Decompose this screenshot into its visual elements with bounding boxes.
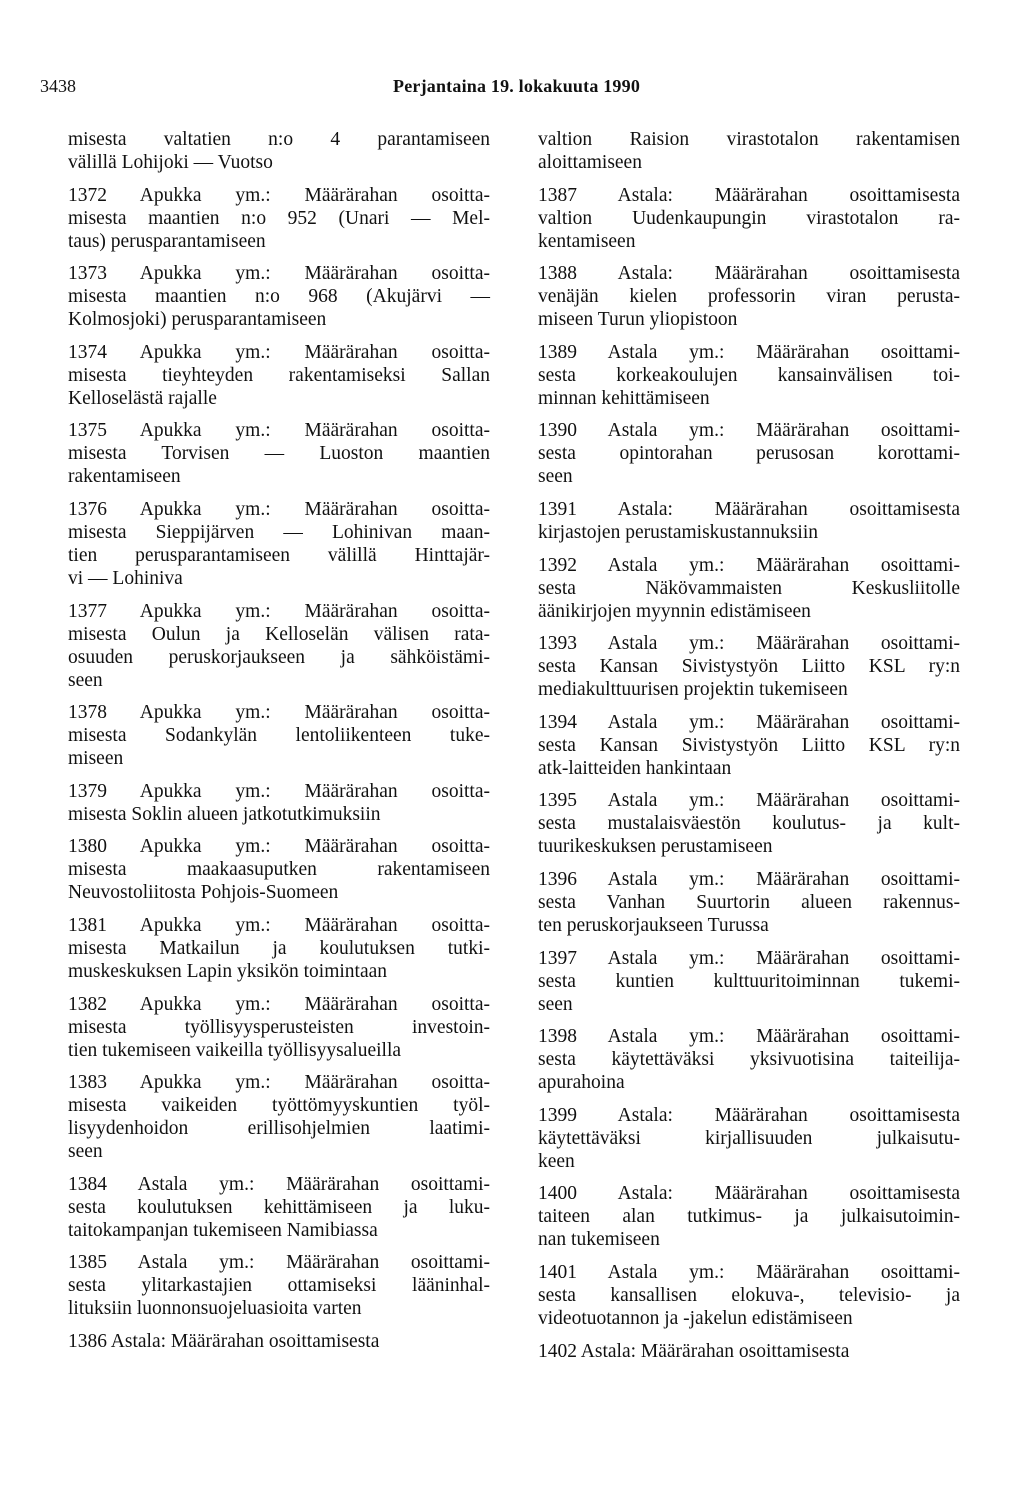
text-line: 1400 Astala: Määrärahan osoittamisesta — [538, 1183, 960, 1205]
motion-entry — [538, 947, 960, 1016]
motion-entry — [68, 419, 490, 488]
text-line: misesta Torvisen — Luoston maantien — [68, 443, 490, 465]
motion-entry — [538, 789, 960, 858]
text-line: misesta Soklin alueen jatkotutkimuksiin — [68, 803, 381, 825]
text-line: tuurikeskuksen perustamiseen — [538, 836, 773, 858]
text-line: minnan kehittämiseen — [538, 387, 710, 409]
text-line: atk-laitteiden hankintaan — [538, 757, 732, 779]
text-line: kentamiseen — [538, 230, 636, 252]
motion-entry — [538, 128, 960, 174]
text-line: misesta vaikeiden työttömyyskuntien työl- — [68, 1095, 490, 1117]
text-line: misesta maantien n:o 968 (Akujärvi — — [68, 286, 490, 308]
running-title: Perjantaina 19. lokakuuta 1990 — [393, 76, 641, 96]
text-line: vi — Lohiniva — [68, 567, 183, 589]
text-line: 1390 Astala ym.: Määrärahan osoittami- — [538, 420, 960, 442]
motion-entry — [538, 554, 960, 623]
motion-entry — [68, 262, 490, 331]
text-line: 1386 Astala: Määrärahan osoittamisesta — [68, 1330, 380, 1352]
text-line: sesta ylitarkastajien ottamiseksi lääninhal- — [68, 1275, 490, 1297]
text-line: 1375 Apukka ym.: Määrärahan osoitta- — [68, 420, 490, 442]
text-line: 1385 Astala ym.: Määrärahan osoittami- — [68, 1252, 490, 1274]
text-line: sesta kansallisen elokuva-, televisio- ja — [538, 1284, 960, 1306]
motion-entry — [538, 1261, 960, 1330]
text-line: käytettäväksi kirjallisuuden julkaisutu- — [538, 1127, 960, 1149]
text-line: aloittamiseen — [538, 152, 642, 173]
text-line: 1381 Apukka ym.: Määrärahan osoitta- — [68, 914, 490, 936]
text-line: 1389 Astala ym.: Määrärahan osoittami- — [538, 341, 960, 363]
motion-entry — [538, 341, 960, 410]
text-line: Kelloselästä rajalle — [68, 387, 217, 409]
text-line: misesta Sodankylän lentoliikenteen tuke- — [68, 725, 490, 747]
motion-entry — [68, 780, 490, 826]
motion-entry — [68, 184, 490, 253]
text-line: 1396 Astala ym.: Määrärahan osoittami- — [538, 868, 960, 890]
page-number: 3438 — [40, 76, 76, 96]
text-line: 1384 Astala ym.: Määrärahan osoittami- — [68, 1173, 490, 1195]
motion-entry — [68, 701, 490, 770]
text-line: 1372 Apukka ym.: Määrärahan osoitta- — [68, 184, 490, 206]
text-line: 1377 Apukka ym.: Määrärahan osoitta- — [68, 600, 490, 622]
text-line: 1383 Apukka ym.: Määrärahan osoitta- — [68, 1072, 490, 1094]
motion-entry — [68, 1251, 490, 1320]
text-line: nan tukemiseen — [538, 1229, 660, 1251]
text-line: sesta Vanhan Suurtorin alueen rakennus- — [538, 891, 960, 913]
motion-entry — [538, 1182, 960, 1251]
text-line: Kolmosjoki) perusparantamiseen — [68, 309, 327, 331]
text-line: välillä Lohijoki — Vuotso — [68, 152, 273, 173]
text-line: misesta valtatien n:o 4 parantamiseen — [68, 129, 490, 150]
text-line: sesta opintorahan perusosan korottami- — [538, 443, 960, 465]
text-line: tien perusparantamiseen välillä Hinttajär- — [68, 544, 490, 566]
text-line: taitokampanjan tukemiseen Namibiassa — [68, 1219, 378, 1241]
text-line: 1373 Apukka ym.: Määrärahan osoitta- — [68, 263, 490, 285]
motion-entry — [538, 1104, 960, 1173]
text-line: seen — [68, 1141, 103, 1163]
right-column — [538, 128, 960, 1372]
text-line: 1395 Astala ym.: Määrärahan osoittami- — [538, 790, 960, 812]
text-line: sesta Kansan Sivistystyön Liitto KSL ry:n — [538, 734, 960, 756]
motion-entry — [538, 498, 960, 544]
text-line: sesta kuntien kulttuuritoiminnan tukemi- — [538, 970, 960, 992]
motion-entry — [68, 341, 490, 410]
text-line: ten peruskorjaukseen Turussa — [538, 914, 769, 936]
text-line: 1397 Astala ym.: Määrärahan osoittami- — [538, 947, 960, 969]
text-line: keen — [538, 1150, 575, 1172]
text-line: tien tukemiseen vaikeilla työllisyysalueilla — [68, 1039, 402, 1061]
text-line: rakentamiseen — [68, 466, 181, 488]
text-line: Neuvostoliitosta Pohjois-Suomeen — [68, 882, 339, 904]
text-line: apurahoina — [538, 1072, 625, 1094]
text-line: sesta korkeakoulujen kansainvälisen toi- — [538, 364, 960, 386]
motion-entry — [538, 419, 960, 488]
text-line: miseen — [68, 748, 124, 770]
text-line: lituksiin luonnonsuojeluasioita varten — [68, 1298, 362, 1320]
text-line: sesta käytettäväksi yksivuotisina taiteilija- — [538, 1049, 960, 1071]
text-line: 1399 Astala: Määrärahan osoittamisesta — [538, 1104, 960, 1126]
motion-entry — [538, 184, 960, 253]
motion-entry — [68, 914, 490, 983]
text-line: misesta työllisyysperusteisten investoin- — [68, 1016, 490, 1038]
text-line: 1402 Astala: Määrärahan osoittamisesta — [538, 1340, 850, 1362]
text-line: valtion Uudenkaupungin virastotalon ra- — [538, 207, 960, 229]
text-line: sesta mustalaisväestön koulutus- ja kult- — [538, 813, 960, 835]
text-line: 1393 Astala ym.: Määrärahan osoittami- — [538, 633, 960, 655]
text-line: 1387 Astala: Määrärahan osoittamisesta — [538, 184, 960, 206]
text-line: taus) perusparantamiseen — [68, 230, 266, 252]
motion-entry — [538, 711, 960, 780]
motion-entry — [68, 1071, 490, 1163]
motion-entry — [538, 1340, 960, 1363]
motion-entry — [538, 868, 960, 937]
motion-entry — [68, 1330, 490, 1353]
motion-entry — [68, 498, 490, 590]
motion-entry — [68, 1173, 490, 1242]
text-line: 1391 Astala: Määrärahan osoittamisesta — [538, 498, 960, 520]
text-line: kirjastojen perustamiskustannuksiin — [538, 521, 819, 543]
page-header — [40, 76, 980, 102]
text-line: misesta maantien n:o 952 (Unari — Mel- — [68, 207, 490, 229]
text-line: misesta maakaasuputken rakentamiseen — [68, 859, 490, 881]
motion-entry — [538, 262, 960, 331]
text-line: 1394 Astala ym.: Määrärahan osoittami- — [538, 711, 960, 733]
text-line: 1376 Apukka ym.: Määrärahan osoitta- — [68, 498, 490, 520]
motion-entry — [68, 600, 490, 692]
text-line: 1401 Astala ym.: Määrärahan osoittami- — [538, 1261, 960, 1283]
text-line: 1374 Apukka ym.: Määrärahan osoitta- — [68, 341, 490, 363]
text-line: 1388 Astala: Määrärahan osoittamisesta — [538, 263, 960, 285]
text-line: mediakulttuurisen projektin tukemiseen — [538, 679, 848, 701]
text-line: sesta Kansan Sivistystyön Liitto KSL ry:n — [538, 656, 960, 678]
motion-entry — [68, 993, 490, 1062]
text-line: venäjän kielen professorin viran perusta- — [538, 286, 960, 308]
text-line: 1392 Astala ym.: Määrärahan osoittami- — [538, 554, 960, 576]
text-line: sesta koulutuksen kehittämiseen ja luku- — [68, 1196, 490, 1218]
text-line: 1398 Astala ym.: Määrärahan osoittami- — [538, 1026, 960, 1048]
text-line: 1380 Apukka ym.: Määrärahan osoitta- — [68, 836, 490, 858]
text-line: seen — [68, 669, 103, 691]
text-line: 1378 Apukka ym.: Määrärahan osoitta- — [68, 702, 490, 724]
text-line: misesta Oulun ja Kelloselän välisen rata- — [68, 623, 490, 645]
text-line: videotuotannon ja -jakelun edistämiseen — [538, 1307, 853, 1329]
text-line: 1382 Apukka ym.: Määrärahan osoitta- — [68, 993, 490, 1015]
motion-entry — [68, 128, 490, 174]
text-line: muskeskuksen Lapin yksikön toimintaan — [68, 960, 388, 982]
text-line: misesta Matkailun ja koulutuksen tutki- — [68, 937, 490, 959]
text-line: seen — [538, 466, 573, 488]
text-line: lisyydenhoidon erillisohjelmien laatimi- — [68, 1118, 490, 1140]
motion-entry — [538, 632, 960, 701]
motion-entry — [68, 835, 490, 904]
left-column — [68, 128, 490, 1363]
text-line: äänikirjojen myynnin edistämiseen — [538, 600, 811, 622]
text-line: valtion Raision virastotalon rakentamisen — [538, 129, 960, 150]
text-line: sesta Näkövammaisten Keskusliitolle — [538, 577, 960, 599]
text-line: osuuden peruskorjaukseen ja sähköistämi- — [68, 646, 490, 668]
text-line: misesta Sieppijärven — Lohinivan maan- — [68, 521, 490, 543]
text-line: 1379 Apukka ym.: Määrärahan osoitta- — [68, 780, 490, 802]
text-line: miseen Turun yliopistoon — [538, 309, 738, 331]
text-line: misesta tieyhteyden rakentamiseksi Sallan — [68, 364, 490, 386]
text-line: seen — [538, 993, 573, 1015]
text-line: taiteen alan tutkimus- ja julkaisutoimin- — [538, 1206, 960, 1228]
motion-entry — [538, 1025, 960, 1094]
